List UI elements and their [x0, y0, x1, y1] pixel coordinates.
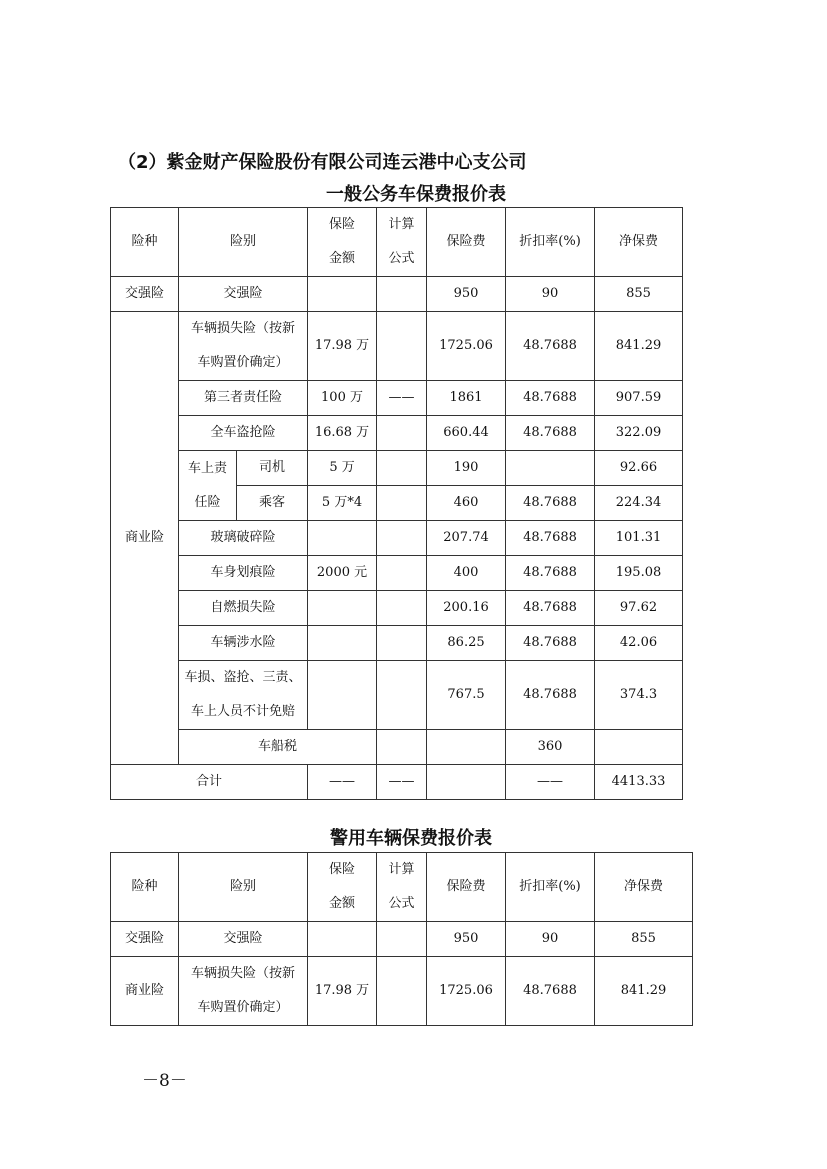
cell-net: 322.09 — [595, 416, 683, 451]
cell-amount — [308, 626, 377, 661]
header-premium: 保险费 — [427, 208, 506, 277]
cell-category: 车辆涉水险 — [179, 626, 308, 661]
cell-discount: 48.7688 — [506, 416, 595, 451]
table-row — [111, 416, 683, 451]
cell-category: 自燃损失险 — [179, 591, 308, 626]
cell-category: 交强险 — [179, 922, 308, 957]
cell-net: 841.29 — [595, 312, 683, 381]
cell-discount: 48.7688 — [506, 591, 595, 626]
cell-premium: 660.44 — [427, 416, 506, 451]
cell-amount — [308, 922, 377, 957]
cell-tax-label: 车船税 — [179, 730, 377, 765]
table-header-row — [111, 853, 693, 922]
table-total-row — [111, 765, 683, 800]
cell-formula — [377, 521, 427, 556]
table-row — [111, 922, 693, 957]
table-row — [111, 556, 683, 591]
cell-net: 97.62 — [595, 591, 683, 626]
cell-category: 车辆损失险（按新 车购置价确定） — [179, 312, 308, 381]
table-row — [111, 591, 683, 626]
table2-title: 警用车辆保费报价表 — [330, 828, 492, 849]
cell-formula — [427, 730, 506, 765]
cell-total-label: 合计 — [111, 765, 308, 800]
cell-discount: 48.7688 — [506, 661, 595, 730]
section-heading: （2）紫金财产保险股份有限公司连云港中心支公司 — [118, 152, 527, 173]
cell-net: 92.66 — [595, 451, 683, 486]
cell-formula: —— — [377, 381, 427, 416]
cell-net: 841.29 — [595, 957, 693, 1026]
cell-formula — [377, 451, 427, 486]
header-discount: 折扣率(%) — [506, 208, 595, 277]
cell-discount: 48.7688 — [506, 381, 595, 416]
cell-discount: 90 — [506, 277, 595, 312]
cell-premium: 190 — [427, 451, 506, 486]
cell-amount: 5 万*4 — [308, 486, 377, 521]
cell-discount: 48.7688 — [506, 312, 595, 381]
cell-net: 101.31 — [595, 521, 683, 556]
cell-premium: 360 — [506, 730, 595, 765]
cell-net: 4413.33 — [595, 765, 683, 800]
table-row — [111, 381, 683, 416]
police-vehicle-premium-table — [110, 852, 693, 1026]
cell-category: 第三者责任险 — [179, 381, 308, 416]
cell-amount: —— — [308, 765, 377, 800]
cell-amount — [377, 730, 427, 765]
cell-premium: 950 — [427, 922, 506, 957]
cell-amount: 5 万 — [308, 451, 377, 486]
cell-amount: 100 万 — [308, 381, 377, 416]
cell-formula: —— — [377, 765, 427, 800]
cell-amount: 16.68 万 — [308, 416, 377, 451]
cell-net: 224.34 — [595, 486, 683, 521]
cell-category: 乘客 — [237, 486, 308, 521]
table-row — [111, 451, 683, 486]
cell-premium: 1725.06 — [427, 957, 506, 1026]
cell-discount: —— — [506, 765, 595, 800]
cell-formula — [377, 922, 427, 957]
cell-category: 车损、盗抢、三责、 车上人员不计免赔 — [179, 661, 308, 730]
header-amount: 保险 金额 — [308, 853, 377, 922]
cell-type: 交强险 — [111, 277, 179, 312]
cell-amount: 17.98 万 — [308, 957, 377, 1026]
cell-amount: 2000 元 — [308, 556, 377, 591]
page-number: －8－ — [142, 1071, 187, 1091]
cell-amount — [308, 277, 377, 312]
cell-premium: 1725.06 — [427, 312, 506, 381]
table-header-row — [111, 208, 683, 277]
table-row — [111, 277, 683, 312]
cell-net: 907.59 — [595, 381, 683, 416]
cell-formula — [377, 486, 427, 521]
header-type: 险种 — [111, 208, 179, 277]
cell-premium: 207.74 — [427, 521, 506, 556]
cell-formula — [377, 416, 427, 451]
cell-formula — [377, 277, 427, 312]
cell-discount — [506, 451, 595, 486]
cell-net: 195.08 — [595, 556, 683, 591]
cell-category: 全车盗抢险 — [179, 416, 308, 451]
cell-onboard-label: 车上责 任险 — [179, 451, 237, 521]
cell-net: 42.06 — [595, 626, 683, 661]
cell-premium: 460 — [427, 486, 506, 521]
cell-category: 玻璃破碎险 — [179, 521, 308, 556]
cell-discount: 90 — [506, 922, 595, 957]
cell-premium — [427, 765, 506, 800]
table-row — [111, 957, 693, 1026]
table-row — [111, 626, 683, 661]
cell-category: 车身划痕险 — [179, 556, 308, 591]
cell-commercial-type: 商业险 — [111, 312, 179, 765]
cell-net: 374.3 — [595, 661, 683, 730]
table-row — [111, 661, 683, 730]
header-category: 险别 — [179, 208, 308, 277]
cell-premium: 400 — [427, 556, 506, 591]
cell-premium: 200.16 — [427, 591, 506, 626]
cell-type: 商业险 — [111, 957, 179, 1026]
cell-formula — [377, 957, 427, 1026]
cell-amount — [308, 591, 377, 626]
cell-formula — [377, 556, 427, 591]
cell-category: 司机 — [237, 451, 308, 486]
header-formula: 计算 公式 — [377, 853, 427, 922]
cell-discount: 48.7688 — [506, 486, 595, 521]
cell-formula — [377, 312, 427, 381]
cell-category: 车辆损失险（按新 车购置价确定） — [179, 957, 308, 1026]
cell-discount: 48.7688 — [506, 626, 595, 661]
cell-discount — [595, 730, 683, 765]
header-formula: 计算 公式 — [377, 208, 427, 277]
cell-formula — [377, 626, 427, 661]
cell-net: 855 — [595, 277, 683, 312]
cell-premium: 950 — [427, 277, 506, 312]
header-type: 险种 — [111, 853, 179, 922]
cell-formula — [377, 661, 427, 730]
header-net: 净保费 — [595, 208, 683, 277]
cell-net: 855 — [595, 922, 693, 957]
header-premium: 保险费 — [427, 853, 506, 922]
header-discount: 折扣率(%) — [506, 853, 595, 922]
header-amount: 保险 金额 — [308, 208, 377, 277]
cell-formula — [377, 591, 427, 626]
table1-title: 一般公务车保费报价表 — [326, 184, 506, 205]
cell-amount: 17.98 万 — [308, 312, 377, 381]
table-row — [111, 521, 683, 556]
header-net: 净保费 — [595, 853, 693, 922]
cell-type: 交强险 — [111, 922, 179, 957]
cell-discount: 48.7688 — [506, 556, 595, 591]
cell-amount — [308, 661, 377, 730]
general-vehicle-premium-table — [110, 207, 683, 800]
cell-discount: 48.7688 — [506, 521, 595, 556]
cell-premium: 86.25 — [427, 626, 506, 661]
cell-amount — [308, 521, 377, 556]
table-row — [111, 312, 683, 381]
table-row — [111, 730, 683, 765]
header-category: 险别 — [179, 853, 308, 922]
cell-discount: 48.7688 — [506, 957, 595, 1026]
cell-premium: 767.5 — [427, 661, 506, 730]
cell-premium: 1861 — [427, 381, 506, 416]
cell-category: 交强险 — [179, 277, 308, 312]
